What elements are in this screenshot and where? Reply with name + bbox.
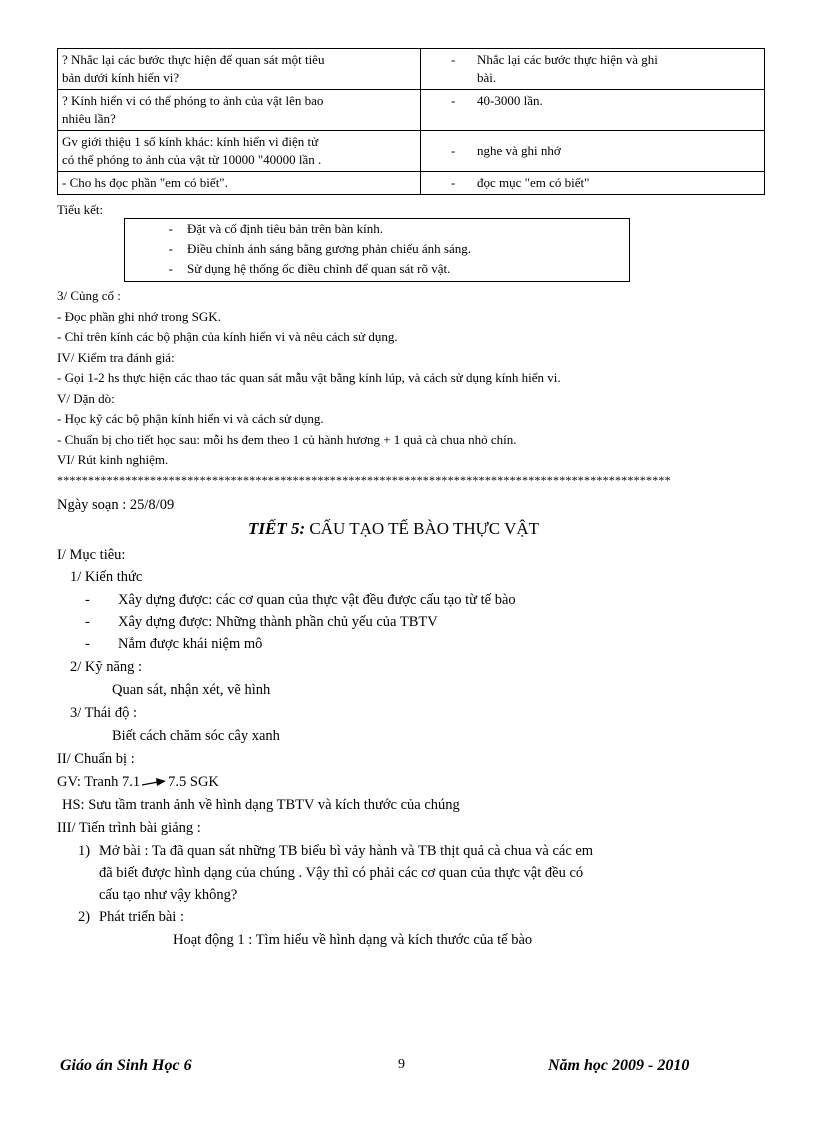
table-cell-student (421, 90, 765, 131)
review-line: IV/ Kiểm tra đánh giá: (57, 349, 175, 365)
cell-line: nhiêu lần? (62, 111, 116, 126)
arrow-right-icon (142, 778, 166, 788)
cell-line: ? Nhắc lại các bước thực hiện để quan sát một tiêu (62, 52, 325, 67)
process-item-2 (78, 906, 184, 928)
review-line: V/ Dặn dò: (57, 390, 115, 406)
process-item-1 (78, 840, 778, 906)
cell-line: bản dưới kính hiển vi? (62, 70, 180, 85)
skills-text: Quan sát, nhận xét, vẽ hình (112, 682, 271, 698)
dash: - (451, 143, 456, 158)
activity-heading: Hoạt động 1 : Tìm hiểu về hình dạng và kích thước của tế bào (173, 932, 533, 948)
knowledge-heading: 1/ Kiến thức (70, 569, 143, 585)
separator: *************************************************************************************************** (57, 473, 671, 487)
dash: - (168, 241, 173, 256)
review-line: 3/ Củng cố : (57, 288, 121, 303)
review-line: - Đọc phần ghi nhớ trong SGK. (57, 308, 221, 324)
table-cell-teacher (58, 90, 421, 131)
knowledge-item: Xây dựng được: các cơ quan của thực vật đều được cấu tạo từ tế bào (118, 592, 516, 608)
review-line: - Học kỹ các bộ phận kính hiển vi và cách sử dụng. (57, 411, 324, 426)
lesson-title-text: CẤU TẠO TẾ BÀO THỰC VẬT (309, 519, 540, 538)
table-row (58, 49, 765, 90)
objectives-heading: I/ Mục tiêu: (57, 547, 126, 563)
list-item (85, 611, 765, 633)
dash: - (85, 614, 90, 630)
attitude-heading: 3/ Thái độ : (70, 705, 137, 721)
cell-line: - Cho hs đọc phần "em có biết". (62, 175, 228, 190)
item-number: 2) (78, 909, 91, 925)
preparation-heading: II/ Chuẩn bị : (57, 751, 135, 767)
review-section (57, 286, 777, 471)
review-line: - Gọi 1-2 hs thực hiện các thao tác quan sát mẫu vật bằng kính lúp, và cách sử dụng kính hiển vi. (57, 370, 561, 385)
cell-line: bài. (477, 70, 497, 85)
dash: - (451, 175, 456, 190)
table-row (58, 172, 765, 195)
dash: - (168, 261, 173, 276)
cell-line: Nhắc lại các bước thực hiện và ghi (477, 52, 658, 67)
dash: - (85, 636, 90, 652)
process-heading: III/ Tiến trình bài giảng : (57, 820, 201, 836)
footer-right: Năm học 2009 - 2010 (548, 1057, 690, 1074)
knowledge-item: Nắm được khái niệm mô (118, 636, 263, 652)
lesson-number: TIẾT 5: (248, 519, 306, 538)
paragraph-line: cấu tạo như vậy không? (99, 887, 238, 903)
gv-line (57, 771, 219, 793)
page-title (248, 518, 539, 540)
paragraph-line: Mở bài : Ta đã quan sát những TB biểu bì vảy hành và TB thịt quả cà chua và các em (99, 843, 594, 859)
table-row (58, 131, 765, 172)
footer-left: Giáo án Sinh Học 6 (60, 1057, 192, 1074)
list-item (85, 633, 765, 655)
page-number: 9 (398, 1057, 405, 1072)
process-item-text: Phát triển bài : (99, 909, 184, 925)
table-cell-student (421, 172, 765, 195)
knowledge-item: Xây dựng được: Những thành phần chủ yếu của TBTV (118, 614, 438, 630)
dash: - (168, 221, 173, 236)
list-item (125, 259, 629, 279)
list-item (125, 239, 629, 259)
knowledge-list (85, 589, 765, 655)
item-number: 1) (78, 843, 91, 859)
gv-suffix: 7.5 SGK (168, 774, 219, 790)
skills-heading: 2/ Kỹ năng : (70, 659, 143, 675)
review-line: - Chỉ trên kính các bộ phận của kính hiển vi và nêu cách sử dụng. (57, 329, 398, 344)
table-cell-teacher (58, 131, 421, 172)
attitude-text: Biết cách chăm sóc cây xanh (112, 728, 280, 744)
table-cell-student (421, 131, 765, 172)
summary-item: Sử dụng hệ thống ốc điều chỉnh để quan sát rõ vật. (187, 261, 451, 276)
review-line: VI/ Rút kinh nghiệm. (57, 452, 169, 467)
table-cell-teacher (58, 49, 421, 90)
table-row (58, 90, 765, 131)
cell-line: Gv giới thiệu 1 số kính khác: kính hiển vi điện tử (62, 134, 319, 149)
dash: - (85, 592, 90, 608)
dash: - (451, 52, 456, 67)
table-cell-teacher (58, 172, 421, 195)
gv-prefix: GV: Tranh 7.1 (57, 774, 141, 790)
hs-line: HS: Sưu tầm tranh ảnh về hình dạng TBTV và kích thước của chúng (62, 797, 460, 813)
activity-table (57, 48, 765, 195)
summary-box (124, 218, 630, 282)
summary-item: Đặt và cố định tiêu bản trên bàn kính. (187, 221, 384, 236)
table-cell-student (421, 49, 765, 90)
cell-line: có thể phóng to ảnh của vật từ 10000 "40000 lần . (62, 152, 322, 167)
cell-line: nghe và ghi nhớ (477, 143, 561, 158)
summary-item: Điều chỉnh ánh sáng bằng gương phản chiếu ánh sáng. (187, 241, 471, 256)
list-item (125, 219, 629, 239)
cell-line: 40-3000 lần. (477, 93, 543, 108)
paragraph-line: đã biết được hình dạng của chúng . Vậy thì có phải các cơ quan của thực vật đều có (99, 865, 584, 881)
dash: - (451, 93, 456, 108)
cell-line: ? Kính hiển vi có thể phóng to ảnh của vật lên bao (62, 93, 324, 108)
list-item (85, 589, 765, 611)
review-line: - Chuẩn bị cho tiết học sau: mỗi hs đem theo 1 củ hành hương + 1 quả cà chua nhỏ chín. (57, 431, 517, 447)
summary-label: Tiểu kết: (57, 202, 104, 217)
date-line: Ngày soạn : 25/8/09 (57, 497, 175, 513)
cell-line: đọc mục "em có biết" (477, 175, 590, 190)
